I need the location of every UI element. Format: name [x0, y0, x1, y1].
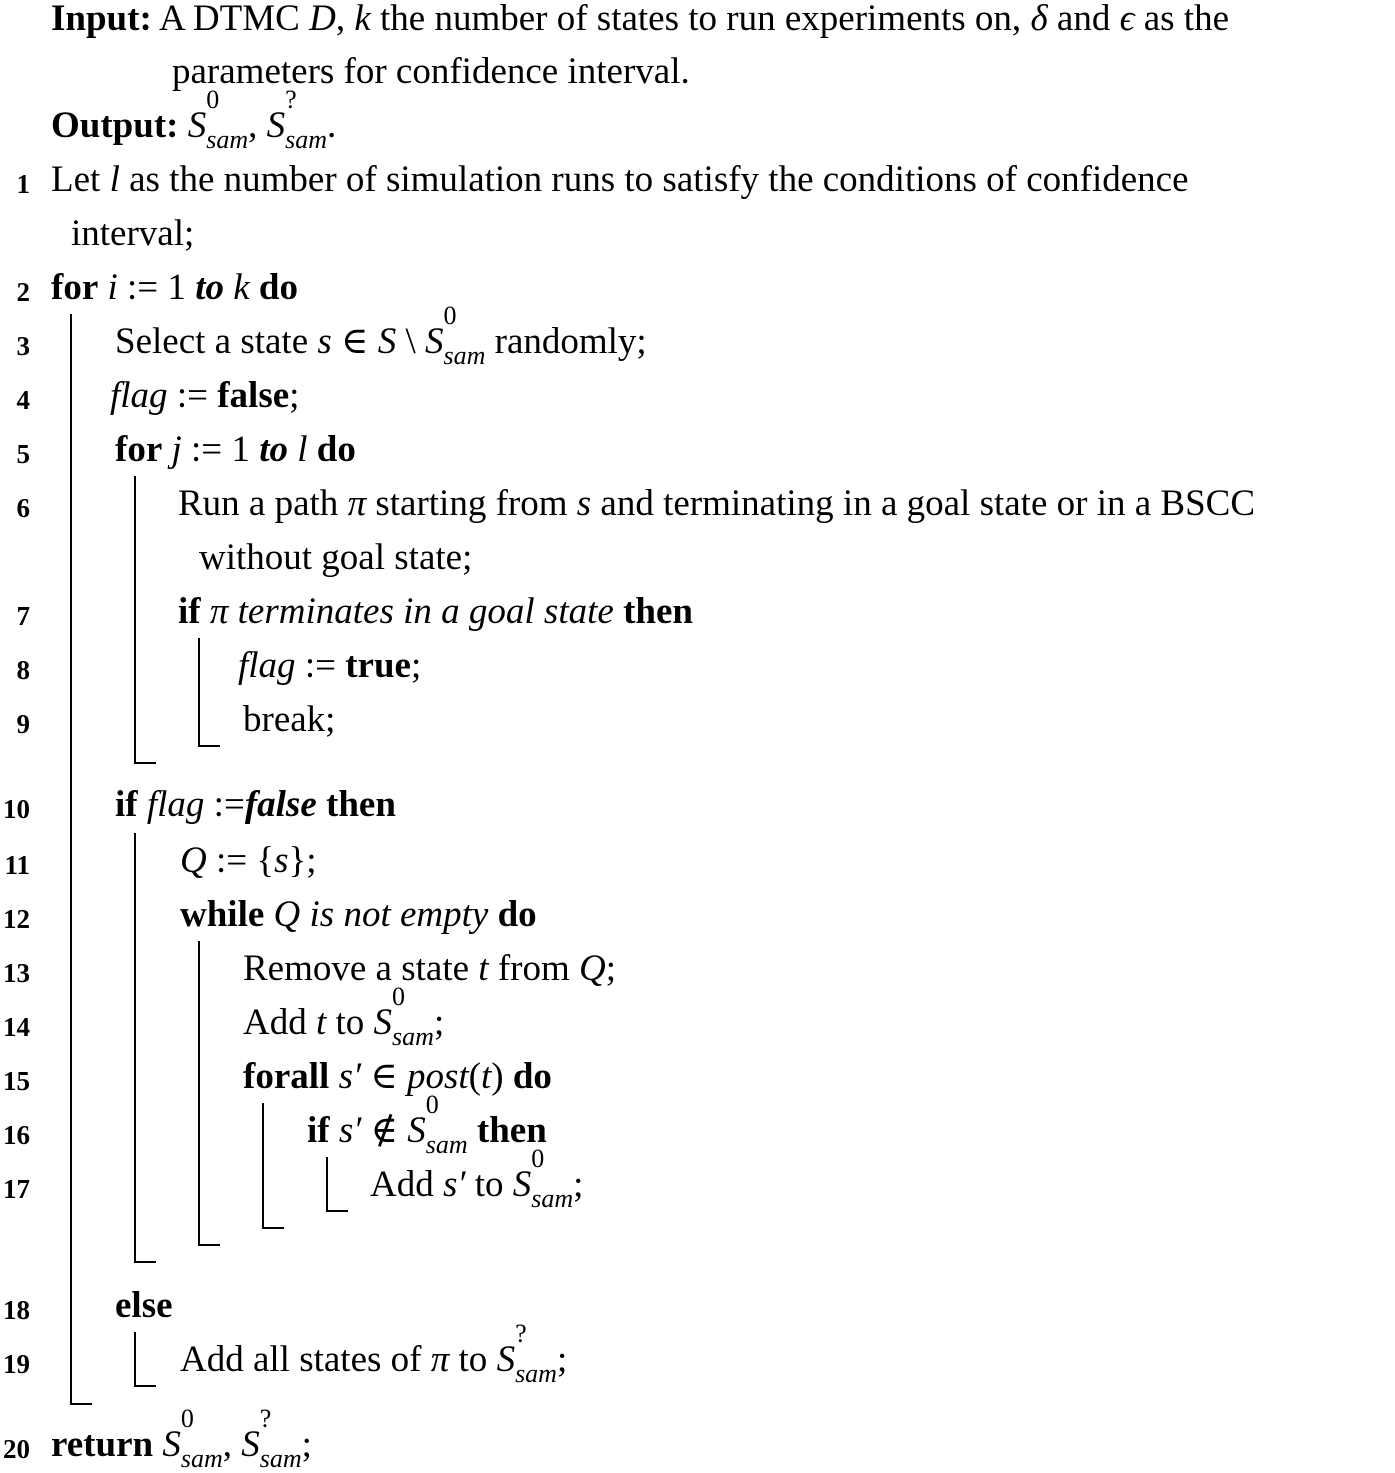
condition-text: terminates in a goal state: [228, 591, 624, 632]
sym-S: S: [407, 1110, 426, 1151]
text: Run a path: [178, 483, 348, 524]
sup-sub: [285, 85, 328, 154]
kw-if: if: [178, 591, 201, 632]
block-bar-else: [134, 1332, 136, 1386]
condition-text: is not empty: [300, 894, 498, 935]
kw-else: else: [115, 1285, 173, 1326]
kw-then: then: [326, 784, 396, 825]
kw-do: do: [258, 267, 298, 308]
kw-for: for: [51, 267, 99, 308]
block-end-while: [198, 1244, 220, 1246]
kw-if: if: [307, 1110, 330, 1151]
semicolon: ;: [556, 1339, 568, 1380]
kw-to: to: [195, 267, 224, 308]
text: \: [396, 321, 425, 362]
var-pi: π: [347, 483, 367, 524]
line-number: 8: [16, 655, 30, 685]
block-bar-for-i: [70, 314, 72, 1404]
output-line: [51, 85, 337, 154]
sym-S: S: [496, 1339, 516, 1380]
var-l: l: [297, 429, 308, 470]
sym-S: S: [377, 321, 397, 362]
sup-sub: [206, 85, 249, 154]
block-bar-forall: [262, 1103, 264, 1228]
block-bar-if-sprime: [326, 1157, 328, 1211]
var-l: l: [109, 159, 120, 200]
var-Q: Q: [180, 840, 207, 881]
line-number: 6: [16, 493, 30, 523]
fn-post: post: [406, 1056, 469, 1097]
line-number: 17: [3, 1174, 30, 1204]
block-end-else: [134, 1385, 156, 1387]
var-s-prime: s′: [338, 1110, 362, 1151]
algo-line-4: [110, 377, 299, 414]
sub-sam: sam: [206, 125, 249, 154]
sup-0: 0: [425, 1090, 439, 1119]
var-k: k: [354, 0, 371, 39]
output-label: Output:: [51, 105, 179, 146]
line-number: 1: [16, 169, 30, 199]
block-end-if-sprime: [326, 1210, 348, 1212]
algo-line-14: [243, 982, 445, 1051]
var-s-prime: s′: [338, 1056, 362, 1097]
sup-sub: [443, 301, 486, 370]
kw-then: then: [623, 591, 693, 632]
sub-sam: sam: [515, 1359, 557, 1388]
algo-line-18: [115, 1287, 173, 1324]
line-number: 18: [3, 1295, 30, 1325]
kw-do: do: [497, 894, 537, 935]
var-j: j: [171, 429, 182, 470]
text: ∈: [361, 1056, 407, 1097]
sub-sam: sam: [425, 1130, 468, 1159]
algo-line-9: break;: [243, 699, 336, 740]
algo-line-19: [180, 1319, 568, 1388]
kw-do: do: [512, 1056, 552, 1097]
var-t: t: [478, 948, 489, 989]
sup-sub: [531, 1144, 574, 1213]
line-number: 16: [3, 1120, 30, 1150]
text: };: [288, 840, 317, 881]
sup-0: 0: [531, 1144, 545, 1173]
sup-sub: [392, 982, 434, 1051]
sym-S: S: [512, 1164, 532, 1205]
text: randomly;: [485, 321, 647, 362]
var-t: t: [480, 1056, 492, 1097]
var-s: s: [317, 321, 332, 362]
text: := 1: [117, 267, 196, 308]
block-end-if-terminates: [198, 745, 220, 747]
text: starting from: [366, 483, 577, 524]
var-Q: Q: [273, 894, 301, 935]
algo-line-20: [51, 1404, 312, 1473]
var-epsilon: ϵ: [1119, 0, 1135, 39]
line-number: 13: [3, 958, 30, 988]
input-label: Input:: [51, 0, 152, 39]
sym-S: S: [187, 105, 207, 146]
algo-line-15: [243, 1058, 552, 1095]
algo-line-6-cont: without goal state;: [199, 537, 473, 578]
semicolon: ;: [573, 1164, 584, 1205]
line-number: 11: [4, 850, 30, 880]
comma: ,: [335, 0, 355, 39]
var-Q: Q: [579, 948, 606, 989]
input-text: A DTMC: [159, 0, 310, 39]
line-number: 2: [16, 277, 30, 307]
sup-0: 0: [206, 85, 220, 114]
sub-sam: sam: [180, 1444, 223, 1473]
kw-then: then: [476, 1110, 547, 1151]
kw-to: to: [259, 429, 288, 470]
block-end-if-flag: [134, 1261, 156, 1263]
block-bar-if-terminates: [198, 638, 200, 746]
algo-line-1: [51, 161, 1189, 198]
semicolon: ;: [301, 1424, 312, 1465]
text: to: [465, 1164, 513, 1205]
sym-S: S: [373, 1002, 393, 1043]
line-number: 20: [3, 1434, 30, 1464]
sup-sub: [259, 1404, 302, 1473]
algo-line-17: [370, 1144, 584, 1213]
var-k: k: [233, 267, 250, 308]
var-i: i: [107, 267, 118, 308]
kw-false: false: [244, 784, 317, 825]
line-number: 3: [16, 331, 30, 361]
text: as the number of simulation runs to satisfy the conditions of confidence: [119, 159, 1189, 200]
text: :=: [204, 784, 245, 825]
sub-sam: sam: [392, 1022, 434, 1051]
sub-sam: sam: [259, 1444, 302, 1473]
block-end-forall: [262, 1227, 284, 1229]
comma: ,: [248, 105, 267, 146]
algo-line-11: [180, 842, 317, 879]
text: to: [449, 1339, 497, 1380]
sym-S: S: [241, 1424, 260, 1465]
sub-sam: sam: [443, 341, 486, 370]
algo-line-6: [178, 485, 1255, 522]
text: := 1: [181, 429, 260, 470]
sup-0: 0: [180, 1404, 194, 1433]
semicolon: ;: [289, 375, 300, 416]
text: ): [491, 1056, 513, 1097]
sup-sub: [180, 1404, 223, 1473]
period: .: [327, 105, 337, 146]
var-flag: flag: [110, 375, 168, 416]
sup-q: ?: [285, 85, 297, 114]
semicolon: ;: [605, 948, 617, 989]
line-number: 9: [16, 709, 30, 739]
var-pi: π: [209, 591, 229, 632]
algo-line-12: [180, 896, 537, 933]
sub-sam: sam: [285, 125, 328, 154]
algo-line-8: [238, 647, 421, 684]
var-pi: π: [430, 1339, 450, 1380]
text: Let: [51, 159, 110, 200]
block-end-for-j: [134, 762, 156, 764]
block-bar-for-j: [134, 476, 136, 763]
sup-q: ?: [259, 1404, 272, 1433]
text: :=: [167, 375, 218, 416]
sup-0: 0: [392, 982, 406, 1011]
text: Remove a state: [243, 948, 479, 989]
line-number: 7: [16, 601, 30, 631]
input-line: [51, 0, 1229, 37]
text: Select a state: [115, 321, 318, 362]
algo-line-16: [307, 1090, 547, 1159]
kw-for: for: [115, 429, 163, 470]
algo-line-7: [178, 593, 693, 630]
var-delta: δ: [1030, 0, 1048, 39]
kw-false: false: [217, 375, 290, 416]
text: Add all states of: [180, 1339, 431, 1380]
input-text: and: [1047, 0, 1120, 39]
block-bar-while: [198, 941, 200, 1245]
text: Add: [243, 1002, 316, 1043]
semicolon: ;: [410, 645, 422, 686]
kw-forall: forall: [243, 1056, 330, 1097]
kw-if: if: [115, 784, 138, 825]
semicolon: ;: [433, 1002, 445, 1043]
sub-sam: sam: [531, 1184, 574, 1213]
text: ∈: [331, 321, 378, 362]
line-number: 15: [3, 1066, 30, 1096]
kw-while: while: [180, 894, 265, 935]
text: ∉: [361, 1110, 408, 1151]
algo-line-3: [115, 301, 647, 370]
kw-true: true: [345, 645, 411, 686]
var-flag: flag: [146, 784, 205, 825]
sym-S: S: [266, 105, 286, 146]
block-end-for-i: [70, 1403, 92, 1405]
input-text: as the: [1134, 0, 1230, 39]
var-s: s: [274, 840, 289, 881]
sup-0: 0: [443, 301, 457, 330]
sym-S: S: [162, 1424, 181, 1465]
input-text: the number of states to run experiments on,: [370, 0, 1031, 39]
algo-line-13: [243, 950, 616, 987]
comma: ,: [222, 1424, 242, 1465]
line-number: 10: [3, 794, 30, 824]
var-s-prime: s′: [442, 1164, 466, 1205]
kw-return: return: [51, 1424, 154, 1465]
sym-S: S: [424, 321, 444, 362]
text: and terminating in a goal state or in a BSCC: [591, 483, 1256, 524]
text: (: [468, 1056, 481, 1097]
algo-line-5: [115, 431, 356, 468]
var-flag: flag: [238, 645, 296, 686]
line-number: 5: [16, 439, 30, 469]
line-number: 14: [3, 1012, 30, 1042]
text: := {: [206, 840, 275, 881]
block-bar-if-flag: [134, 833, 136, 1262]
sup-sub: [515, 1319, 557, 1388]
var-t: t: [315, 1002, 327, 1043]
line-number: 19: [3, 1349, 30, 1379]
line-number: 4: [16, 385, 30, 415]
line-number: 12: [3, 904, 30, 934]
var-D: D: [309, 0, 336, 39]
algo-line-1-cont: interval;: [71, 213, 195, 254]
var-s: s: [576, 483, 592, 524]
text: from: [488, 948, 579, 989]
sup-sub: [425, 1090, 468, 1159]
sup-q: ?: [515, 1319, 527, 1348]
kw-do: do: [316, 429, 356, 470]
text: :=: [295, 645, 346, 686]
text: to: [326, 1002, 374, 1043]
algo-line-10: [115, 786, 396, 823]
algo-line-2: [51, 269, 298, 306]
input-line-2: parameters for confidence interval.: [172, 51, 690, 92]
text: Add: [370, 1164, 443, 1205]
